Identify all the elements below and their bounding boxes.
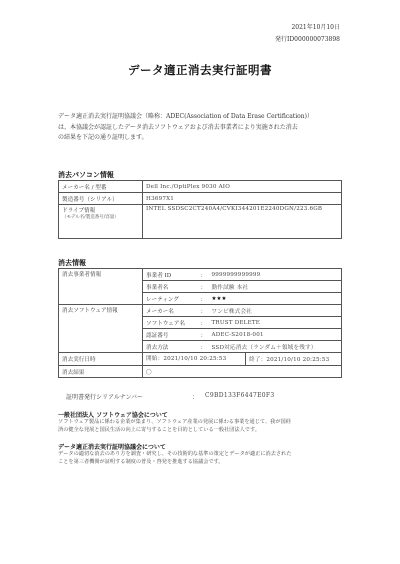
operator-id-label: 事業者 ID <box>143 269 201 281</box>
erase-result-label: 消去結果 <box>59 366 143 378</box>
council-line: データの適切な消去のあり方を調査・研究し、その技術的な基準の策定とデータが適正に消去された <box>58 451 292 457</box>
serial-separator: ： <box>192 394 199 401</box>
serial-number-label: 証明書発行シリアルナンバー <box>66 394 144 401</box>
table-row <box>59 181 342 193</box>
erase-datetime-cell <box>143 353 342 366</box>
erase-end-time: 終了：2021/10/10 20:25:53 <box>249 357 330 363</box>
table-row <box>59 205 342 239</box>
drive-info-cell <box>59 205 143 239</box>
pc-serial-label: 製造番号（シリアル） <box>59 193 143 205</box>
drive-info-sublabel: （モデル名/製造番号/容量） <box>62 215 119 220</box>
association-line: ソフトウェア製品に係わる企業が集まり、ソフトウェア産業の発展に係わる事業を通じて、我が国経 <box>58 419 291 425</box>
table-row <box>59 353 342 366</box>
separator: ： <box>201 317 209 329</box>
erase-method-value: SSD対応消去（ランダム＋領域を残す） <box>209 341 342 353</box>
cert-number-label: 認証番号 <box>143 329 201 341</box>
association-line: 済の健全な発展と国民生活の向上に寄与することを目的としている一般社団法人です。 <box>58 427 260 433</box>
operator-id-value: 9999999999999 <box>209 269 342 281</box>
software-maker-label: メーカー名 <box>143 305 201 317</box>
rating-label: レーティング <box>143 293 201 305</box>
erase-method-label: 消去方法 <box>143 341 201 353</box>
intro-paragraph <box>58 112 358 144</box>
separator: ： <box>201 341 209 353</box>
drive-info-label: ドライブ情報 <box>62 208 96 214</box>
separator: ： <box>201 293 209 305</box>
pc-info-table <box>58 180 342 239</box>
software-info-label: 消去ソフトウェア情報 <box>59 305 143 353</box>
table-row <box>59 193 342 205</box>
erase-info-table <box>58 268 342 378</box>
intro-line: データ適正消去実行証明協議会（略称：ADEC(Association of Data Erase Certification)） <box>58 113 313 120</box>
separator: ： <box>201 281 209 293</box>
cert-number-value: ADEC-S2018-001 <box>209 329 342 341</box>
table-row <box>59 269 342 281</box>
erase-datetime-row <box>143 353 341 365</box>
issue-id: 発行ID000000073898 <box>275 36 340 43</box>
pc-maker-value: Dell Inc./OptiPlex 9030 AIO <box>143 181 342 193</box>
software-name-label: ソフトウェア名 <box>143 317 201 329</box>
intro-line: は、本協議会が認証したデータ消去ソフトウェアおよび消去事業者により実施された消去 <box>58 123 298 131</box>
table-row <box>59 305 342 317</box>
pc-maker-label: メーカー名 / 型番 <box>59 181 143 193</box>
council-line: ことを第三者機関が証明する制度の普及・啓発を推進する協議会です。 <box>58 459 224 465</box>
operator-name-label: 事業者名 <box>143 281 201 293</box>
erase-start-time: 開始：2021/10/10 20:25:53 <box>143 353 246 365</box>
table-row <box>59 366 342 378</box>
association-heading: 一般社団法人 ソフトウェア協会について <box>58 412 168 419</box>
serial-number-value: C9BD133F6447E0F3 <box>205 392 275 399</box>
erase-section-title: 消去情報 <box>58 258 86 267</box>
separator: ： <box>201 305 209 317</box>
software-maker-value: ワンビ株式会社 <box>209 305 342 317</box>
issue-date: 2021年10月10日 <box>291 24 340 31</box>
council-paragraph <box>58 450 358 466</box>
council-heading: データ適正消去実行証明協議会について <box>58 444 166 451</box>
association-paragraph <box>58 418 358 434</box>
separator: ： <box>201 269 209 281</box>
operator-info-label: 消去事業者情報 <box>59 269 143 305</box>
erase-result-value: 〇 <box>143 366 342 378</box>
operator-name-value: 動作試験 本社 <box>209 281 342 293</box>
separator: ： <box>201 329 209 341</box>
erase-datetime-label: 消去実行日時 <box>59 353 143 366</box>
drive-info-value: INTEL SSDSC2CT240A4/CVKI344201E2240DGN/223.6GB <box>143 205 342 239</box>
pc-serial-value: H3697X1 <box>143 193 342 205</box>
pc-section-title: 消去パソコン情報 <box>58 170 114 179</box>
software-name-value: TRUST DELETE <box>209 317 342 329</box>
certificate-title: データ適正消去実行証明書 <box>128 63 272 77</box>
rating-stars: ★★★ <box>209 293 342 305</box>
intro-line: の結果を下記の通り証明します。 <box>58 134 148 141</box>
